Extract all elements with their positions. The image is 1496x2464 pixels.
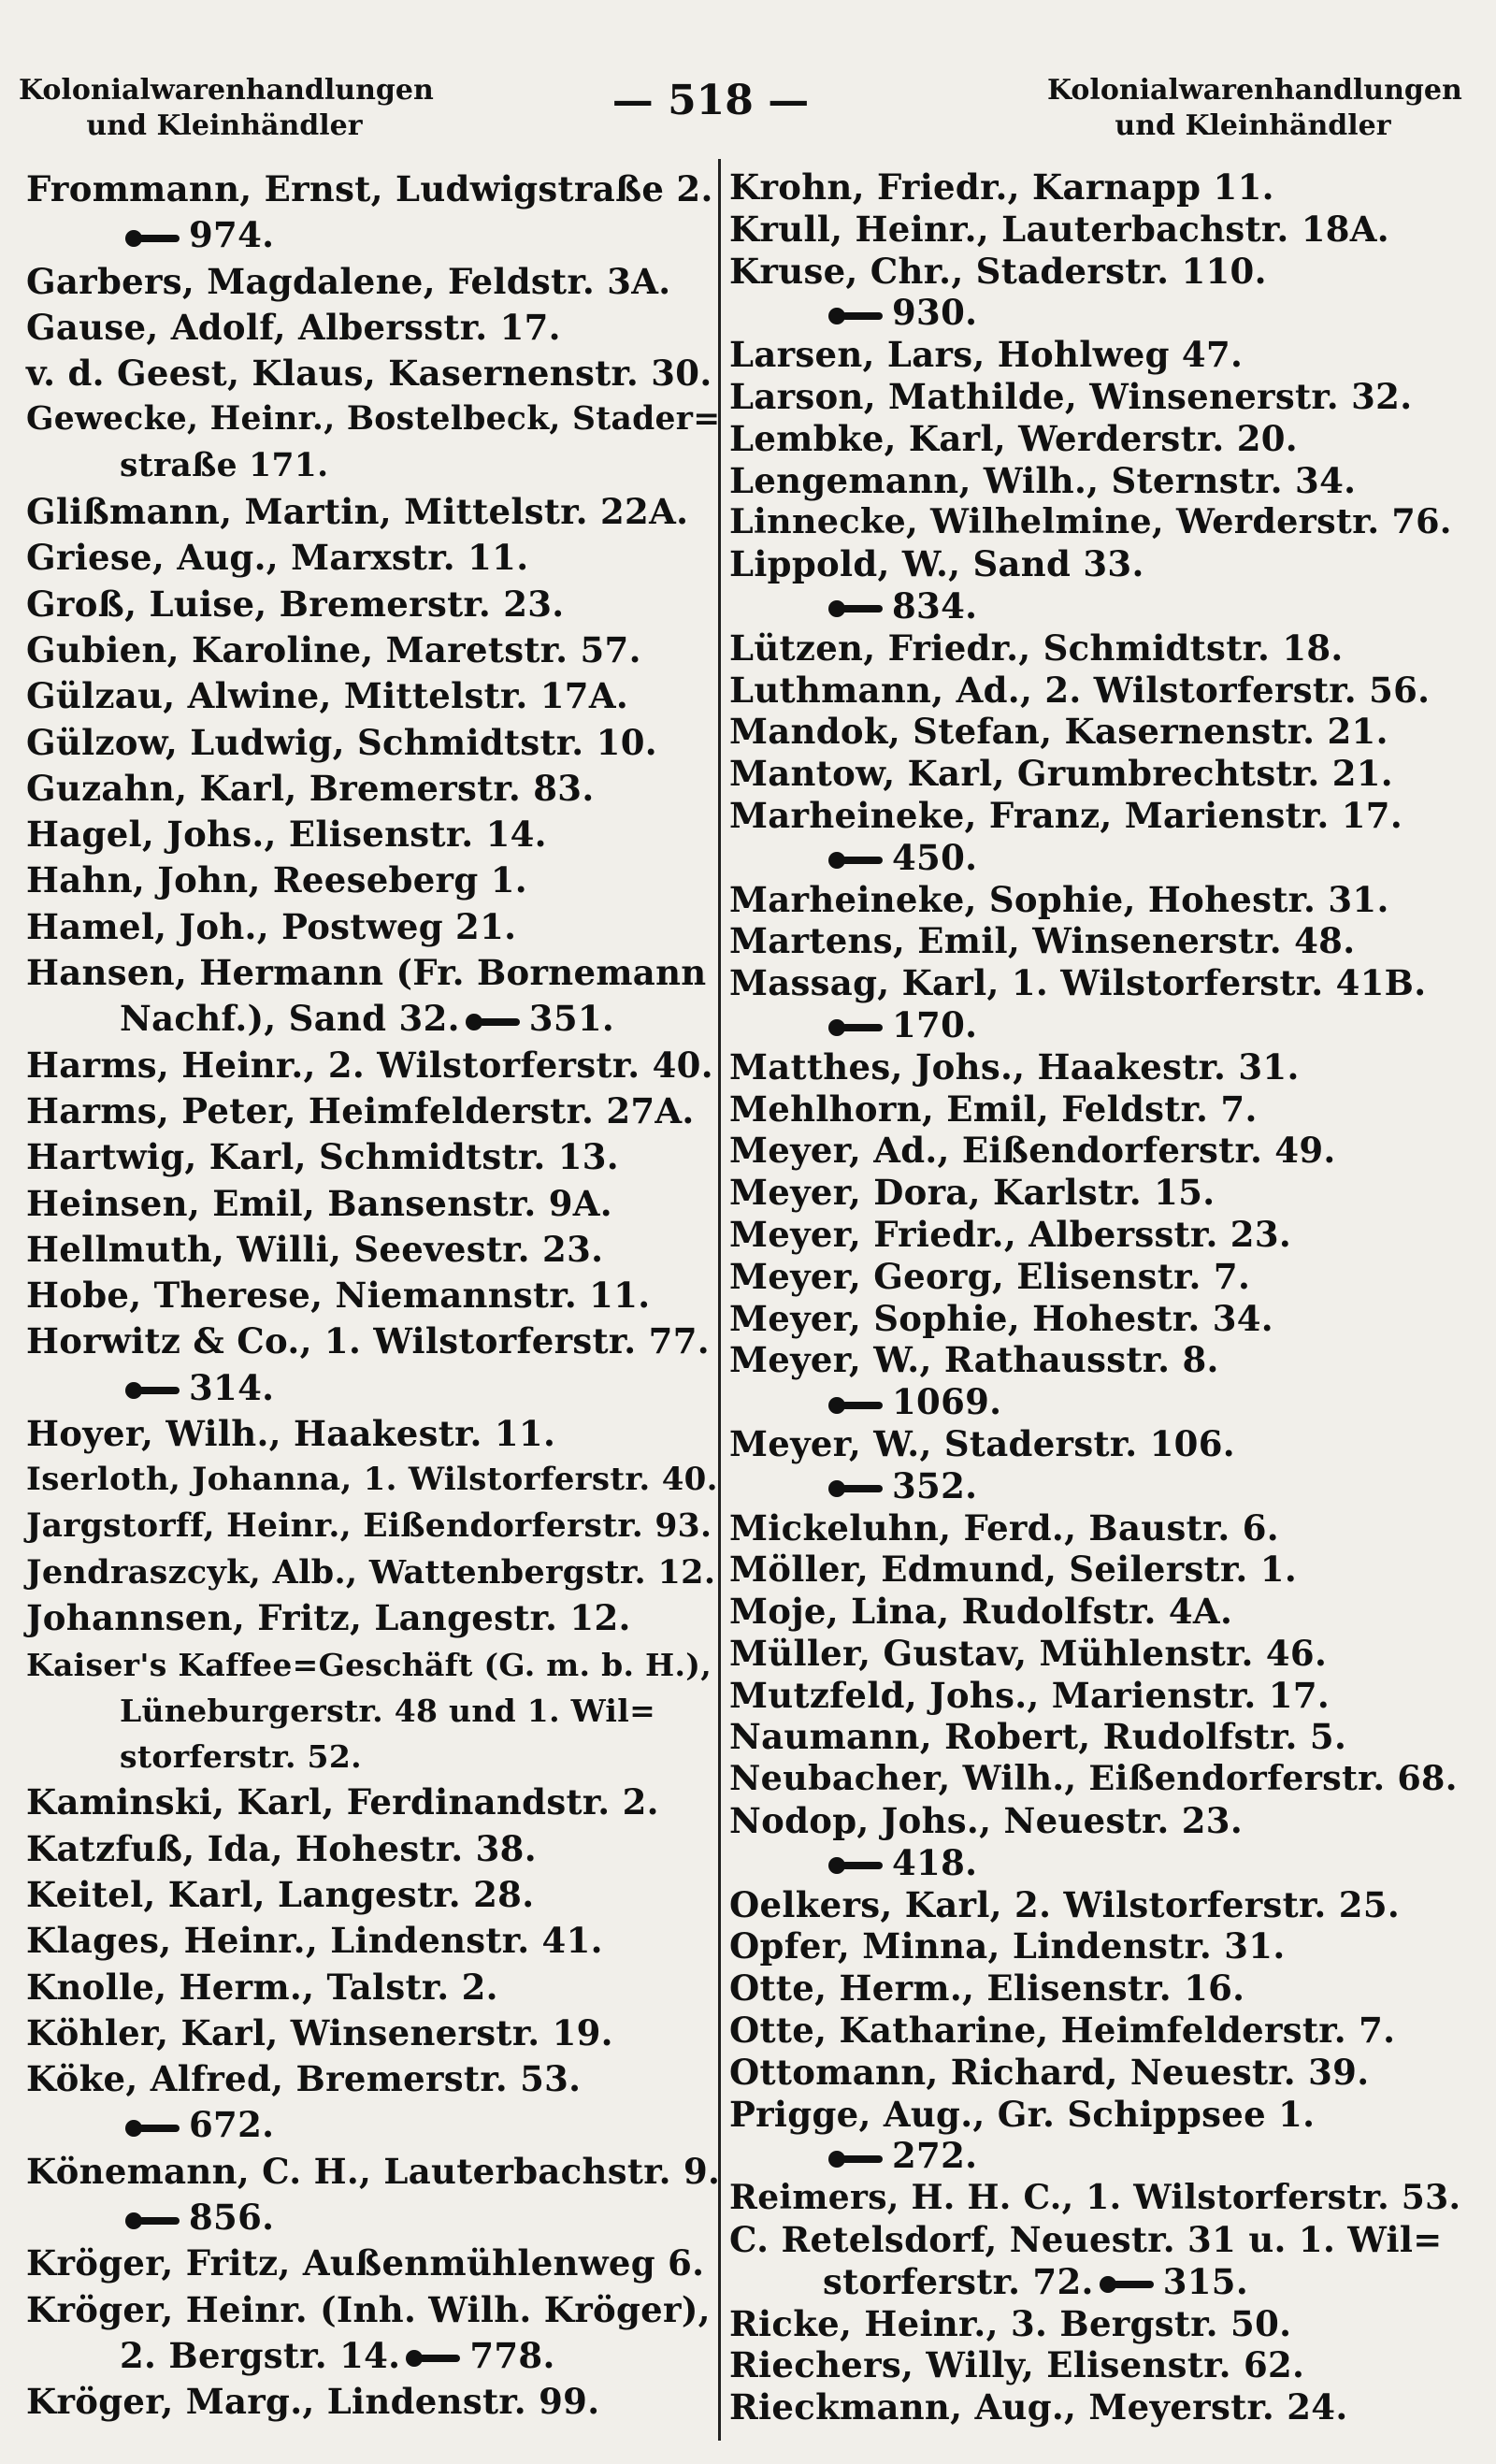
- phone-number: 450.: [892, 836, 978, 878]
- entry-text: Kröger, Fritz, Außenmühlenweg 6.: [26, 2242, 705, 2284]
- entry-continuation: [26, 443, 718, 489]
- header-right-line1: Kolonialwarenhandlungen: [1047, 74, 1462, 107]
- entry-text: Meyer, Georg, Elisenstr. 7.: [729, 1255, 1251, 1297]
- entry-text: Kröger, Heinr. (Inh. Wilh. Kröger),: [26, 2288, 711, 2330]
- entry-text: Jargstorff, Heinr., Eißendorferstr. 93.: [26, 1506, 712, 1545]
- directory-entry: [729, 1549, 1459, 1591]
- directory-entry: [26, 720, 718, 766]
- entry-text: Kruse, Chr., Staderstr. 110.: [729, 250, 1267, 292]
- phone-number: 418.: [892, 1841, 978, 1883]
- entry-continuation-text: Lüneburgerstr. 48 und 1. Wil=: [120, 1692, 656, 1729]
- entry-text: Ricke, Heinr., 3. Bergstr. 50.: [729, 2302, 1292, 2344]
- entry-text: Otte, Katharine, Heimfelderstr. 7.: [729, 2010, 1396, 2052]
- directory-entry: [26, 1549, 718, 1595]
- directory-entry: [26, 904, 718, 950]
- left-column: [26, 166, 721, 2426]
- entry-text: Martens, Emil, Winsenerstr. 48.: [729, 920, 1356, 962]
- directory-entry: [26, 396, 721, 489]
- entry-text: Linnecke, Wilhelmine, Werderstr. 76.: [729, 501, 1452, 542]
- directory-entry: [729, 209, 1459, 251]
- directory-entry: [729, 543, 1459, 627]
- directory-entry: [729, 1716, 1459, 1758]
- entry-continuation: [26, 1688, 718, 1734]
- entry-text: Lippold, W., Sand 33.: [729, 543, 1144, 585]
- entry-continuation: [729, 1004, 1459, 1046]
- entry-continuation-text: storferstr. 72.: [823, 2260, 1094, 2302]
- entry-text: Prigge, Aug., Gr. Schippsee 1.: [729, 2093, 1316, 2135]
- phone-number: 1069.: [892, 1381, 1002, 1423]
- entry-continuation: [729, 2261, 1459, 2303]
- directory-entry: [26, 582, 718, 627]
- entry-continuation-text: Nachf.), Sand 32.: [120, 998, 460, 1040]
- phone-number: 352.: [892, 1464, 978, 1506]
- entry-text: Jendraszcyk, Alb., Wattenbergstr. 12.: [26, 1552, 716, 1592]
- entry-text: Groß, Luise, Bremerstr. 23.: [26, 583, 565, 625]
- entry-text: Mandok, Stefan, Kasernenstr. 21.: [729, 711, 1388, 753]
- phone-number: 834.: [892, 584, 978, 627]
- entry-text: Knolle, Herm., Talstr. 2.: [26, 1966, 498, 2008]
- entry-text: Gülzow, Ludwig, Schmidtstr. 10.: [26, 721, 657, 763]
- directory-entry: [729, 2386, 1459, 2428]
- entry-text: Katzfuß, Ida, Hohestr. 38.: [26, 1827, 537, 1869]
- telephone-icon: [828, 2149, 883, 2169]
- directory-entry: [729, 627, 1459, 670]
- entry-text: Meyer, W., Staderstr. 106.: [729, 1422, 1235, 1464]
- entry-continuation: [729, 2135, 1459, 2177]
- entry-text: Köke, Alfred, Bremerstr. 53.: [26, 2058, 582, 2100]
- telephone-icon: [1100, 2274, 1154, 2295]
- entry-text: Matthes, Johs., Haakestr. 31.: [729, 1045, 1300, 1088]
- directory-entry: [729, 1256, 1459, 1298]
- entry-text: Keitel, Karl, Langestr. 28.: [26, 1873, 535, 1915]
- directory-entry: [729, 251, 1459, 335]
- directory-entry: [729, 1884, 1459, 1926]
- directory-entry: [729, 1172, 1459, 1214]
- entry-text: Heinsen, Emil, Bansenstr. 9A.: [26, 1182, 612, 1224]
- phone-number: 856.: [189, 2197, 275, 2239]
- directory-entry: [729, 1339, 1459, 1423]
- entry-continuation: [729, 837, 1459, 879]
- entry-continuation: [26, 996, 718, 1042]
- entry-text: Guzahn, Karl, Bremerstr. 83.: [26, 767, 595, 809]
- directory-entry: [729, 1130, 1459, 1172]
- entry-text: Köhler, Karl, Winsenerstr. 19.: [26, 2011, 613, 2053]
- telephone-icon: [828, 598, 883, 619]
- entry-continuation-text: 2. Bergstr. 14.: [120, 2334, 401, 2376]
- entry-text: Meyer, Ad., Eißendorferstr. 49.: [729, 1130, 1336, 1172]
- phone-number: 314.: [189, 1366, 275, 1408]
- directory-entry: [26, 1273, 718, 1318]
- entry-text: C. Retelsdorf, Neuestr. 31 u. 1. Wil=: [729, 2219, 1443, 2261]
- entry-text: Hamel, Joh., Postweg 21.: [26, 905, 517, 947]
- entry-text: Mutzfeld, Johs., Marienstr. 17.: [729, 1674, 1331, 1716]
- entry-continuation: [729, 1381, 1459, 1423]
- entry-text: Müller, Gustav, Mühlenstr. 46.: [729, 1632, 1328, 1674]
- entry-continuation: [26, 2333, 718, 2379]
- telephone-icon: [125, 1380, 180, 1401]
- directory-entry: [26, 351, 718, 396]
- directory-entry: [729, 2094, 1459, 2178]
- telephone-icon: [828, 1478, 883, 1499]
- entry-text: Meyer, Sophie, Hohestr. 34.: [729, 1297, 1273, 1339]
- directory-entry: [729, 1423, 1459, 1507]
- directory-entry: [26, 673, 718, 719]
- telephone-icon: [828, 1855, 883, 1876]
- directory-entry: [26, 1181, 718, 1227]
- entry-text: Neubacher, Wilh., Eißendorferstr. 68.: [729, 1758, 1458, 1799]
- directory-entry: [26, 166, 718, 259]
- directory-entry: [729, 1633, 1459, 1675]
- directory-entry: [729, 711, 1459, 753]
- entry-text: Mehlhorn, Emil, Feldstr. 7.: [729, 1088, 1258, 1130]
- phone-number: 778.: [469, 2334, 555, 2376]
- phone-number: 315.: [1162, 2260, 1249, 2302]
- entry-text: Johannsen, Fritz, Langestr. 12.: [26, 1597, 631, 1639]
- entry-text: Könemann, C. H., Lauterbachstr. 9.: [26, 2150, 721, 2192]
- entry-text: Marheineke, Sophie, Hohestr. 31.: [729, 878, 1389, 920]
- directory-entry: [26, 627, 718, 673]
- directory-entry: [729, 1925, 1459, 1967]
- entry-continuation: [26, 2195, 718, 2241]
- directory-entry: [26, 1457, 718, 1503]
- entry-continuation: [729, 585, 1459, 627]
- entry-text: Rieckmann, Aug., Meyerstr. 24.: [729, 2386, 1348, 2428]
- directory-entry: [729, 1298, 1459, 1340]
- entry-text: Mantow, Karl, Grumbrechtstr. 21.: [729, 753, 1393, 795]
- phone-number: 351.: [528, 998, 615, 1040]
- phone-number: 930.: [892, 292, 978, 334]
- entry-text: Krohn, Friedr., Karnapp 11.: [729, 166, 1274, 208]
- entry-text: Naumann, Robert, Rudolfstr. 5.: [729, 1716, 1347, 1758]
- directory-entry: [26, 950, 718, 1043]
- entry-text: Nodop, Johs., Neuestr. 23.: [729, 1800, 1243, 1842]
- entry-text: Lengemann, Wilh., Sternstr. 34.: [729, 459, 1357, 501]
- directory-entry: [729, 1800, 1459, 1884]
- directory-entry: [729, 795, 1459, 879]
- entry-text: Glißmann, Martin, Mittelstr. 22A.: [26, 491, 689, 533]
- directory-entry: [729, 2219, 1459, 2303]
- entry-text: Larson, Mathilde, Winsenerstr. 32.: [729, 375, 1413, 417]
- entry-text: Reimers, H. H. C., 1. Wilstorferstr. 53.: [729, 2178, 1461, 2218]
- entry-text: Hansen, Hermann (Fr. Bornemann: [26, 952, 707, 994]
- entry-text: Moje, Lina, Rudolfstr. 4A.: [729, 1591, 1233, 1633]
- entry-text: Gewecke, Heinr., Bostelbeck, Stader=: [26, 400, 721, 439]
- directory-entry: [729, 920, 1459, 962]
- entry-text: Horwitz & Co., 1. Wilstorferstr. 77.: [26, 1320, 710, 1362]
- entry-text: Hellmuth, Willi, Seevestr. 23.: [26, 1228, 604, 1270]
- header-left-line1: Kolonialwarenhandlungen: [19, 74, 434, 107]
- running-header-right: [1047, 73, 1462, 144]
- entry-text: Harms, Peter, Heimfelderstr. 27A.: [26, 1089, 695, 1131]
- directory-entry: [26, 1872, 718, 1918]
- entry-continuation: [729, 1465, 1459, 1507]
- header-left-line2: und Kleinhändler: [86, 109, 363, 142]
- telephone-icon: [828, 1017, 883, 1038]
- directory-entry: [729, 501, 1459, 543]
- directory-entry: [26, 535, 718, 581]
- page-number: — 518 —: [611, 77, 810, 124]
- telephone-icon: [125, 228, 180, 249]
- entry-text: Gause, Adolf, Albersstr. 17.: [26, 306, 561, 348]
- directory-entry: [729, 1675, 1459, 1717]
- directory-entry: [729, 1046, 1459, 1088]
- directory-entry: [729, 2177, 1459, 2219]
- directory-entry: [729, 2010, 1459, 2052]
- entry-text: Larsen, Lars, Hohlweg 47.: [729, 334, 1244, 376]
- entry-text: Iserloth, Johanna, 1. Wilstorferstr. 40.: [26, 1461, 718, 1499]
- entry-text: Massag, Karl, 1. Wilstorferstr. 41B.: [729, 962, 1427, 1004]
- entry-text: Kaminski, Karl, Ferdinandstr. 2.: [26, 1781, 659, 1823]
- phone-number: 974.: [189, 214, 275, 256]
- entry-text: Gülzau, Alwine, Mittelstr. 17A.: [26, 675, 629, 717]
- entry-text: Oelkers, Karl, 2. Wilstorferstr. 25.: [729, 1883, 1401, 1925]
- telephone-icon: [828, 306, 883, 326]
- entry-text: Klages, Heinr., Lindenstr. 41.: [26, 1920, 603, 1962]
- entry-text: Garbers, Magdalene, Feldstr. 3A.: [26, 260, 671, 302]
- directory-entry: [26, 259, 718, 305]
- directory-entry: [729, 2344, 1459, 2386]
- entry-text: Frommann, Ernst, Ludwigstraße 2.: [26, 168, 713, 209]
- directory-entry: [26, 2379, 718, 2425]
- directory-entry: [26, 1965, 718, 2010]
- phone-number: 170.: [892, 1003, 978, 1045]
- directory-entry: [26, 305, 718, 351]
- telephone-icon: [828, 1395, 883, 1416]
- entry-continuation: [729, 292, 1459, 334]
- directory-entry: [729, 376, 1459, 418]
- directory-entry: [26, 1411, 718, 1457]
- telephone-icon: [125, 2211, 180, 2231]
- entry-text: Hahn, John, Reeseberg 1.: [26, 859, 527, 901]
- column-divider: [718, 159, 721, 2441]
- directory-entry: [729, 334, 1459, 376]
- entry-text: v. d. Geest, Klaus, Kasernenstr. 30.: [26, 353, 712, 395]
- entry-text: Hartwig, Karl, Schmidtstr. 13.: [26, 1136, 619, 1178]
- phone-number: 672.: [189, 2104, 275, 2146]
- directory-entry: [729, 1088, 1459, 1131]
- phone-number: 272.: [892, 2135, 978, 2177]
- entry-text: Marheineke, Franz, Marienstr. 17.: [729, 794, 1403, 836]
- telephone-icon: [466, 1012, 520, 1032]
- entry-text: Riechers, Willy, Elisenstr. 62.: [729, 2344, 1305, 2386]
- directory-entry: [729, 166, 1459, 209]
- right-column: [729, 166, 1459, 2428]
- directory-entry: [26, 489, 718, 535]
- telephone-icon: [406, 2348, 460, 2369]
- directory-entry: [26, 1918, 718, 1964]
- entry-text: Ottomann, Richard, Neuestr. 39.: [729, 2051, 1370, 2093]
- directory-entry: [26, 2149, 721, 2241]
- directory-entry: [729, 460, 1459, 502]
- directory-entry: [26, 1780, 718, 1825]
- entry-text: Meyer, W., Rathausstr. 8.: [729, 1339, 1219, 1381]
- entry-text: Hobe, Therese, Niemannstr. 11.: [26, 1275, 651, 1317]
- entry-text: Hagel, Johs., Elisenstr. 14.: [26, 814, 547, 856]
- directory-entry: [26, 812, 718, 857]
- directory-entry: [729, 879, 1459, 921]
- telephone-icon: [125, 2118, 180, 2139]
- entry-text: Meyer, Dora, Karlstr. 15.: [729, 1172, 1216, 1214]
- directory-entry: [26, 1826, 718, 1872]
- directory-entry: [26, 2241, 718, 2286]
- directory-entry: [729, 418, 1459, 460]
- directory-entry: [729, 1507, 1459, 1549]
- entry-text: Otte, Herm., Elisenstr. 16.: [729, 1967, 1245, 2010]
- entry-text: Kaiser's Kaffee=Geschäft (G. m. b. H.),: [26, 1646, 712, 1683]
- entry-text: Lembke, Karl, Werderstr. 20.: [729, 417, 1298, 459]
- directory-entry: [26, 1088, 718, 1134]
- header-right-line2: und Kleinhändler: [1115, 109, 1391, 142]
- directory-entry: [729, 2303, 1459, 2345]
- directory-entry: [26, 857, 718, 903]
- entry-continuation-text: straße 171.: [120, 446, 329, 484]
- directory-entry: [26, 2010, 718, 2056]
- directory-entry: [26, 766, 718, 812]
- entry-continuation: [26, 1365, 718, 1411]
- entry-continuation: [26, 2102, 718, 2148]
- entry-text: Lützen, Friedr., Schmidtstr. 18.: [729, 627, 1344, 669]
- entry-text: Harms, Heinr., 2. Wilstorferstr. 40.: [26, 1044, 713, 1086]
- directory-entry: [729, 1758, 1459, 1800]
- directory-entry: [26, 1595, 718, 1641]
- directory-entry: [26, 1043, 718, 1088]
- entry-text: Opfer, Minna, Lindenstr. 31.: [729, 1925, 1286, 1967]
- entry-continuation: [26, 212, 718, 258]
- entry-text: Hoyer, Wilh., Haakestr. 11.: [26, 1413, 556, 1455]
- directory-entry: [26, 1504, 718, 1549]
- directory-entry: [26, 2056, 718, 2149]
- entry-text: Möller, Edmund, Seilerstr. 1.: [729, 1549, 1298, 1591]
- directory-entry: [26, 1318, 718, 1411]
- telephone-icon: [828, 850, 883, 871]
- entry-text: Mickeluhn, Ferd., Baustr. 6.: [729, 1506, 1279, 1549]
- entry-text: Kröger, Marg., Lindenstr. 99.: [26, 2381, 600, 2423]
- directory-entry: [729, 1967, 1459, 2010]
- directory-entry: [729, 753, 1459, 795]
- directory-entry: [729, 2052, 1459, 2094]
- directory-entry: [729, 670, 1459, 712]
- entry-continuation: storferstr. 52.: [120, 1738, 362, 1776]
- directory-entry: [26, 2287, 718, 2380]
- directory-entry: [26, 1134, 718, 1180]
- entry-continuation: [729, 1842, 1459, 1884]
- directory-entry: [729, 1214, 1459, 1256]
- entry-text: Meyer, Friedr., Albersstr. 23.: [729, 1213, 1292, 1255]
- directory-entry: [26, 1227, 718, 1273]
- directory-entry: [729, 1591, 1459, 1633]
- entry-text: Griese, Aug., Marxstr. 11.: [26, 537, 529, 579]
- entry-text: Krull, Heinr., Lauterbachstr. 18A.: [729, 208, 1389, 250]
- entry-text: Luthmann, Ad., 2. Wilstorferstr. 56.: [729, 669, 1431, 711]
- directory-entry: [729, 962, 1459, 1046]
- entry-text: Gubien, Karoline, Maretstr. 57.: [26, 628, 641, 670]
- directory-entry: [26, 1642, 718, 1780]
